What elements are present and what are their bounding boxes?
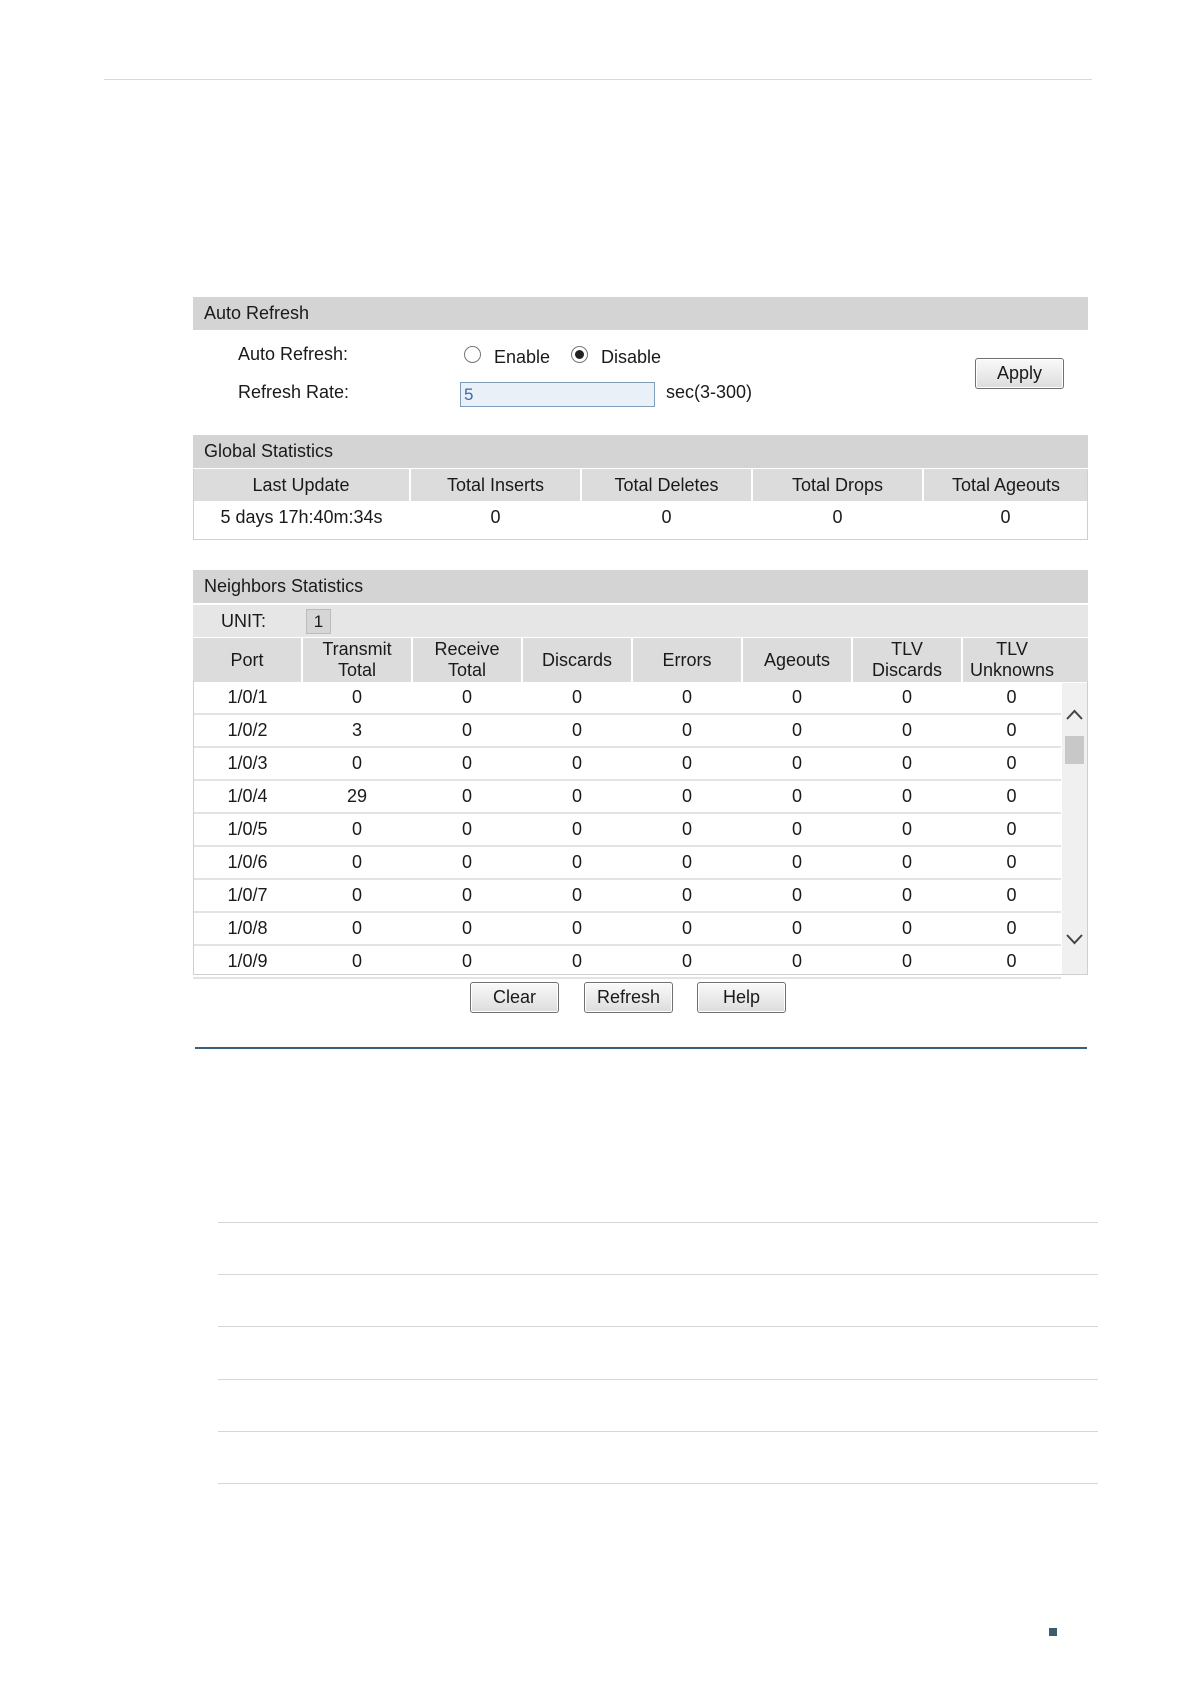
scroll-down-arrow-icon[interactable]	[1065, 933, 1084, 947]
header-filler	[1061, 638, 1088, 682]
help-button[interactable]: Help	[697, 982, 786, 1013]
stat-cell: 0	[302, 912, 412, 945]
stat-cell: 0	[852, 879, 962, 912]
disable-label[interactable]: Disable	[601, 347, 662, 367]
stat-cell: 0	[412, 945, 522, 978]
stat-cell: 0	[522, 780, 632, 813]
stat-cell: 0	[302, 747, 412, 780]
stat-cell: 0	[412, 912, 522, 945]
unit-selector-1[interactable]: 1	[306, 609, 331, 634]
refresh-rate-input[interactable]	[460, 382, 655, 407]
table-rule	[218, 1274, 1098, 1275]
table-header-row	[193, 638, 1061, 682]
stat-cell: 0	[852, 714, 962, 747]
table-row	[193, 879, 1061, 912]
stat-cell: 0	[852, 747, 962, 780]
stat-cell: 0	[852, 912, 962, 945]
stat-cell: 0	[632, 912, 742, 945]
stat-cell: 0	[852, 846, 962, 879]
page-marker	[1049, 1628, 1057, 1636]
enable-label[interactable]: Enable	[494, 347, 551, 367]
port-cell: 1/0/5	[193, 813, 302, 846]
stat-cell: 0	[742, 714, 852, 747]
stat-cell: 0	[302, 846, 412, 879]
port-cell: 1/0/2	[193, 714, 302, 747]
table-rule	[218, 1379, 1098, 1380]
stat-cell: 0	[522, 879, 632, 912]
stat-cell: 0	[412, 846, 522, 879]
column-header: Receive Total	[412, 638, 522, 682]
stat-cell: 0	[962, 912, 1061, 945]
column-header: Errors	[632, 638, 742, 682]
stat-cell: 0	[852, 945, 962, 978]
stat-cell: 0	[742, 945, 852, 978]
table-row	[193, 501, 1088, 534]
column-header: Last Update	[193, 469, 410, 501]
stat-cell: 0	[852, 813, 962, 846]
table-rule	[218, 1431, 1098, 1432]
stat-cell: 0	[522, 945, 632, 978]
table-header-row	[193, 469, 1088, 501]
table-rule	[218, 1326, 1098, 1327]
stat-cell: 0	[962, 879, 1061, 912]
port-cell: 1/0/9	[193, 945, 302, 978]
port-cell: 1/0/3	[193, 747, 302, 780]
table-row	[193, 747, 1061, 780]
header-rule	[104, 79, 1092, 80]
global-statistics-table	[193, 469, 1088, 534]
scroll-thumb[interactable]	[1065, 736, 1084, 764]
global-statistics-panel-title: Global Statistics	[193, 435, 1088, 468]
column-header: TLV Unknowns	[962, 638, 1061, 682]
column-header: Port	[193, 638, 302, 682]
stat-cell: 29	[302, 780, 412, 813]
table-scrollbar[interactable]	[1062, 683, 1087, 974]
stat-cell: 0	[522, 846, 632, 879]
total-inserts-cell: 0	[410, 501, 581, 534]
column-header: Total Ageouts	[923, 469, 1088, 501]
table-row	[193, 780, 1061, 813]
stat-cell: 0	[302, 813, 412, 846]
stat-cell: 0	[962, 780, 1061, 813]
enable-radio[interactable]	[464, 346, 481, 363]
port-cell: 1/0/8	[193, 912, 302, 945]
apply-button[interactable]: Apply	[975, 358, 1064, 389]
stat-cell: 0	[742, 813, 852, 846]
disable-radio[interactable]	[571, 346, 588, 363]
refresh-button[interactable]: Refresh	[584, 982, 673, 1013]
port-cell: 1/0/1	[193, 682, 302, 714]
stat-cell: 0	[962, 945, 1061, 978]
stat-cell: 0	[852, 780, 962, 813]
column-header: TLV Discards	[852, 638, 962, 682]
clear-button[interactable]: Clear	[470, 982, 559, 1013]
stat-cell: 0	[962, 813, 1061, 846]
table-row	[193, 813, 1061, 846]
stat-cell: 0	[742, 912, 852, 945]
column-header: Transmit Total	[302, 638, 412, 682]
table-row	[193, 714, 1061, 747]
table-row	[193, 846, 1061, 879]
total-drops-cell: 0	[752, 501, 923, 534]
last-update-cell: 5 days 17h:40m:34s	[193, 501, 410, 534]
stat-cell: 0	[522, 682, 632, 714]
table-row	[193, 945, 1061, 978]
table-rule	[218, 1222, 1098, 1223]
column-header: Total Deletes	[581, 469, 752, 501]
stat-cell: 3	[302, 714, 412, 747]
refresh-rate-range-hint: sec(3-300)	[666, 382, 753, 402]
port-cell: 1/0/7	[193, 879, 302, 912]
stat-cell: 0	[412, 682, 522, 714]
stat-cell: 0	[522, 813, 632, 846]
stat-cell: 0	[962, 846, 1061, 879]
stat-cell: 0	[962, 747, 1061, 780]
stat-cell: 0	[412, 714, 522, 747]
stat-cell: 0	[962, 682, 1061, 714]
auto-refresh-panel-title: Auto Refresh	[193, 297, 1088, 330]
stat-cell: 0	[302, 945, 412, 978]
refresh-rate-label: Refresh Rate:	[238, 382, 350, 402]
stat-cell: 0	[632, 780, 742, 813]
table-rule	[218, 1483, 1098, 1484]
neighbors-statistics-table	[193, 638, 1061, 979]
port-cell: 1/0/4	[193, 780, 302, 813]
stat-cell: 0	[632, 682, 742, 714]
stat-cell: 0	[412, 879, 522, 912]
scroll-up-arrow-icon[interactable]	[1065, 707, 1084, 721]
stat-cell: 0	[302, 879, 412, 912]
stat-cell: 0	[412, 813, 522, 846]
table-row	[193, 682, 1061, 714]
stat-cell: 0	[632, 813, 742, 846]
column-header: Total Inserts	[410, 469, 581, 501]
stat-cell: 0	[742, 682, 852, 714]
unit-label: UNIT:	[221, 611, 266, 631]
column-header: Discards	[522, 638, 632, 682]
column-header: Ageouts	[742, 638, 852, 682]
stat-cell: 0	[632, 846, 742, 879]
column-header: Total Drops	[752, 469, 923, 501]
stat-cell: 0	[302, 682, 412, 714]
total-deletes-cell: 0	[581, 501, 752, 534]
stat-cell: 0	[742, 780, 852, 813]
stat-cell: 0	[742, 879, 852, 912]
stat-cell: 0	[522, 714, 632, 747]
stat-cell: 0	[632, 747, 742, 780]
stat-cell: 0	[632, 879, 742, 912]
stat-cell: 0	[412, 780, 522, 813]
section-divider	[195, 1047, 1087, 1049]
stat-cell: 0	[852, 682, 962, 714]
stat-cell: 0	[522, 912, 632, 945]
stat-cell: 0	[632, 945, 742, 978]
stat-cell: 0	[742, 747, 852, 780]
auto-refresh-label: Auto Refresh:	[238, 344, 349, 364]
table-row	[193, 912, 1061, 945]
stat-cell: 0	[632, 714, 742, 747]
stat-cell: 0	[742, 846, 852, 879]
stat-cell: 0	[412, 747, 522, 780]
stat-cell: 0	[522, 747, 632, 780]
total-ageouts-cell: 0	[923, 501, 1088, 534]
port-cell: 1/0/6	[193, 846, 302, 879]
neighbors-statistics-panel-title: Neighbors Statistics	[193, 570, 1088, 603]
stat-cell: 0	[962, 714, 1061, 747]
